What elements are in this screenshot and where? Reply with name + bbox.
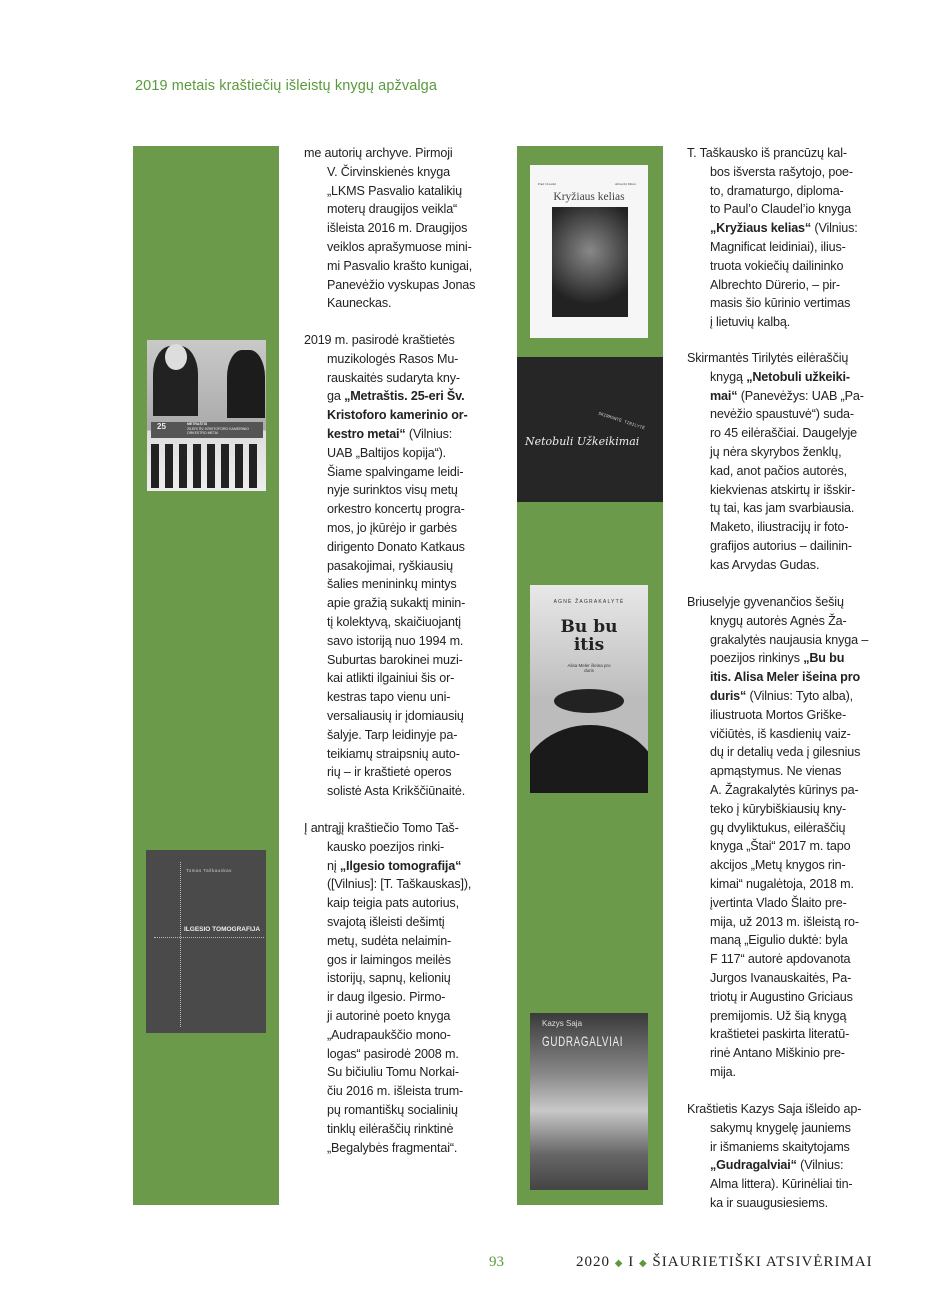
text-segment: 2019 m. pasirodė kraštietės muzikologės Rasos Mu- rauskaitės sudaryta kny- ga [304,333,460,404]
text-segment: ([Vilnius]: [T. Taškauskas]), kaip teigia pats autorius, svajotą išleisti dešimtį metų, sudėta nelaimin- gos ir laimingos meilės istorijų, sapnų, kelionių ir daug ilgesio. Pirmo- ji autorinė poeto knyga „Audrapaukščio mono- logas“ pasirodė 2008 m. Su bičiuliu Tomu Norkai- čiu 2016 m. išleista trum- pų romantiškų socialinių tinklų eilėraščių rinktinė „Begalybės fragmentai“. [327,877,472,1155]
metrastis-cover-image [147,340,266,491]
paragraph-ilgesio-tomografija [304,819,486,1157]
gudragalviai-cover-image [530,1013,648,1190]
cover-title: Kryžiaus kelias [553,191,625,203]
kryziaus-kelias-cover-image [530,165,648,338]
cover-title: Netobuli Užkeikimai [525,435,640,448]
cover-author: SKIRMANTĖ TIRILYTĖ [597,411,646,432]
journal-footer [576,1254,873,1271]
cover-subtitle: 25-ERI ŠV. KRISTOFORO KAMERINIO ORKESTRO METAI [187,426,249,435]
book-title-bold: „Ilgesio tomografija“ [339,858,462,873]
paragraph-text [687,144,869,332]
text-segment: (Vilnius: UAB „Baltijos kopija“). Šiame spalvingame leidi- nyje surinktos visų metų orkestro koncertų progra- mos, jo įkūrėjo ir garbės dirigento Donato Katkaus pasakojimai, ryškiausių šalies menininkų mintys apie gražią sukaktį minin- tį kolektyvą, skaičiuojantį savo istoriją nuo 1994 m. Suburtas barokinei muzi- kai atlikti ilgainiui šis or- kestras tapo vienu uni- versaliausių ir įdomiausių šalyje. Tarp leidinyje pa- teikiamų straipsnių auto- rių – ir kraštietė operos solistė Asta Krikščiūnaitė. [327,426,466,799]
bullet-icon: ◆ [614,1258,624,1269]
paragraph-text [687,349,869,575]
bullet-icon: ◆ [638,1258,648,1269]
paragraph-text [687,1100,869,1213]
footer-issue: I [628,1254,635,1270]
book-title-bold: „Metraštis. 25-eri Šv. Kristoforo kamerinio or- kestro metai“ [327,389,468,441]
book-title-bold: „Gudragalviai“ [710,1158,797,1173]
ilgesio-tomografija-cover-image [146,850,266,1033]
text-segment: (Vilnius: Tyto alba), iliustruota Mortos Griške- vičiūtės, iš kasdienių vaiz- dų ir detalių veda į gilesnius apmąstymus. Ne vienas A. Žagrakalytės kūrinys pa- teko į kūrybiškiausių kny- gų dvyliktukus, eilėraščių knyga „Štai“ 2017 m. tapo akcijos „Metų knygos rin- kimai“ nugalėtoja, 2018 m. įvertinta Vlado Šlaito pre- mija, už 2013 m. išleistą ro- maną „Eigulio duktė: byla F 117“ autorė apdovanota Jurgos Ivanauskaitės, Pa- triotų ir Augustino Griciaus premijomis. Už šią knygą kraštietei paskirta literatū- rinė Antano Miškinio pre- mija. [710,688,861,1079]
paragraph-gudragalviai [687,1100,869,1213]
cover-title: METRAŠTIS [187,422,208,426]
paragraph-netobuli-uzkeikimai [687,349,869,575]
cover-author: Paul Claudel [538,182,556,186]
cover-title: Bu bu itis [560,617,618,655]
text-segment: (Vilnius: Alma littera). Kūrinėliai tin- ka ir suaugusiesiems. [710,1158,853,1210]
paragraph-kryziaus-kelias [687,144,869,332]
footer-journal-title: ŠIAURIETIŠKI ATSIVĖRIMAI [652,1254,873,1270]
text-segment: (Panevėžys: UAB „Pa- nevėžio spaustuvė“) suda- ro 45 eilėraščiai. Daugelyje jų nėra skyrybos ženklų, kad, anot pačios autorės, kiekvienas atskirtų ir išskir- tų tai, kas jam svarbiausia. Maketo, iliustracijų ir foto- grafijos autorius – dailinin- kas Arvydas Gudas. [710,388,864,572]
text-segment: me autorių archyve. Pirmoji V. Čirvinskienės knyga „LKMS Pasvalio katalikių moterų draugijos veikla“ išleista 2016 m. Draugijos veiklos aprašymuose mini- mi Pasvalio krašto kunigai, Panevėžio vyskupas Jonas Kauneckas. [304,146,476,311]
paragraph-text [304,144,486,313]
paragraph-metrastis [304,331,486,801]
paragraph-cirvinskiene [304,144,486,313]
text-segment: (Vilnius: Magnificat leidiniai), ilius- truota vokiečių dailininko Albrechto Dürerio, – pir- masis šio kūrinio vertimas į lietuvių kalbą. [710,221,858,330]
cover-author: Tomas Taškauskas [186,868,232,873]
paragraph-text [687,593,869,1082]
page-number: 93 [489,1254,504,1270]
left-green-strip [133,146,279,1205]
cover-author: AGNĖ ŽAGRAKALYTĖ [553,599,625,605]
cover-author: Kazys Saja [542,1019,583,1028]
cover-subtitle: Alisa Meler išeina pro duris [567,663,611,673]
cover-badge: 25 [157,422,166,431]
cover-title: GUDRAGALVIAI [542,1033,624,1049]
netobuli-uzkeikimai-cover-image [517,357,663,502]
text-segment: Į antrąjį kraštiečio Tomo Taš- kausko poezijos rinki- nį [304,821,459,873]
footer-year: 2020 [576,1254,610,1270]
book-title-bold: „Bu bu itis. Alisa Meler išeina pro duris“ [710,651,861,703]
book-title-bold: „Netobuli užkeiki- mai“ [710,369,850,403]
paragraph-text [304,331,486,801]
text-segment: Briuselyje gyvenančios šešių knygų autorės Agnės Ža- grakalytės naujausia knyga – poezijos rinkinys [687,595,869,666]
book-title-bold: „Kryžiaus kelias“ [710,221,812,236]
paragraph-bu-bu-itis [687,593,869,1082]
text-segment: Skirmantės Tirilytės eilėraščių knygą [687,351,849,384]
cover-illustrator: Albrecht Dürer [614,182,636,186]
cover-title: ILGESIO TOMOGRAFIJA [184,926,261,933]
text-segment: T. Taškausko iš prancūzų kal- bos išversta rašytojo, poe- to, dramaturgo, diploma- to Paul’o Claudel’io knyga [687,146,853,217]
text-segment: Kraštietis Kazys Saja išleido ap- sakymų knygelę jauniems ir išmaniems skaitytojams [687,1102,862,1154]
paragraph-text [304,819,486,1157]
bu-bu-itis-cover-image [530,585,648,793]
running-header: 2019 metais kraštiečių išleistų knygų apžvalga [135,78,438,94]
